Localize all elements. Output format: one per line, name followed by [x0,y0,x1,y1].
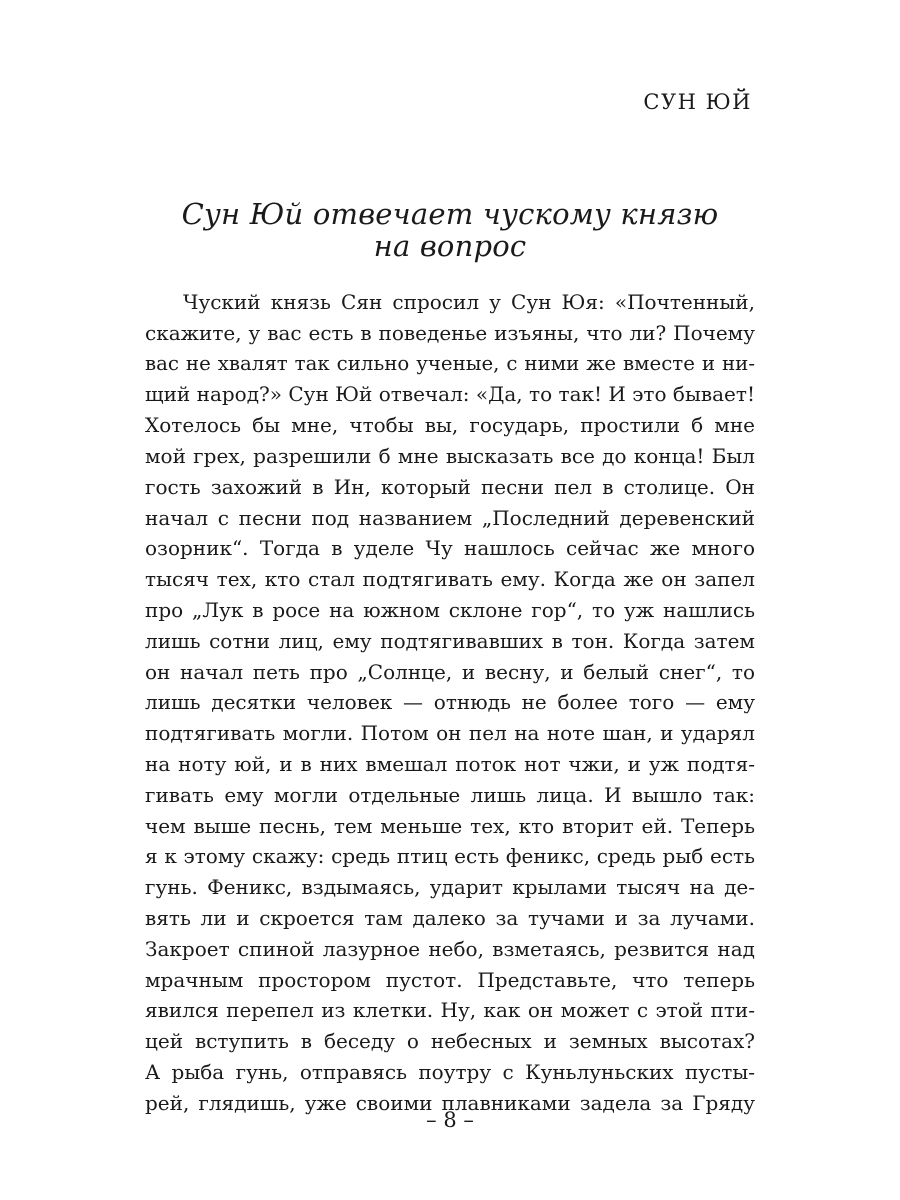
text-line: гунь. Феникс, вздымаясь, ударит крылами тысяч на де- [145,875,755,900]
text-line: я к этому скажу: средь птиц есть феникс, средь рыб есть [145,844,755,869]
text-line: гость захожий в Ин, который песни пел в столице. Он [145,474,755,499]
text-line: на ноту юй, и в них вмешал поток нот чжи, и уж подтя- [145,751,755,776]
text-line: чем выше песнь, тем меньше тех, кто вторит ей. Теперь [145,813,755,838]
text-line: лишь сотни лиц, ему подтягивавших в тон. Когда затем [145,628,755,653]
text-line: Закроет спиной лазурное небо, взметаясь, резвится над [145,936,755,961]
text-line: Хотелось бы мне, чтобы вы, государь, простили б мне [145,413,755,438]
text-line: явился перепел из клетки. Ну, как он может с этой пти- [145,998,755,1023]
text-line: рей, глядишь, уже своими плавниками задела за Гряду [145,1090,755,1115]
text-line: Чуский князь Сян спросил у Сун Юя: «Почтенный, [183,290,755,314]
text-line: А рыба гунь, отправясь поутру с Куньлуньских пусты- [145,1059,755,1084]
running-head: СУН ЮЙ [643,90,752,114]
text-line: начал с песни под названием „Последний деревенский [145,505,755,530]
text-line: подтягивать могли. Потом он пел на ноте шан, и ударял [145,721,755,746]
text-line: мрачным простором пустот. Представьте, что теперь [145,967,755,992]
body-paragraph [145,287,755,1119]
text-line: он начал петь про „Солнце, и весну, и белый снег“, то [145,659,755,684]
text-line: про „Лук в росе на южном склоне гор“, то уж нашлись [145,597,755,622]
text-line: цей вступить в беседу о небесных и земных высотах? [145,1029,755,1054]
page-number: – 8 – [426,1108,474,1132]
chapter-title-line-2: на вопрос [373,229,527,263]
text-line: гивать ему могли отдельные лишь лица. И вышло так: [145,782,755,807]
text-line: озорник“. Тогда в уделе Чу нашлось сейчас же много [145,536,755,561]
text-line: тысяч тех, кто стал подтягивать ему. Когда же он запел [145,567,755,592]
chapter-title [150,198,750,262]
text-line: вять ли и скроется там далеко за тучами и за лучами. [145,905,755,930]
text-line: щий народ?» Сун Юй отвечал: «Да, то так! И это бывает! [145,382,755,407]
text-line: мой грех, разрешили б мне высказать все до конца! Был [145,443,755,468]
text-line: скажите, у вас есть в поведенье изъяны, что ли? Почему [145,320,755,345]
text-line: вас не хвалят так сильно ученые, с ними же вместе и ни- [145,351,755,375]
chapter-title-line-1: Сун Юй отвечает чускому князю [181,197,719,231]
text-line: лишь десятки человек — отнюдь не более того — ему [145,690,755,715]
